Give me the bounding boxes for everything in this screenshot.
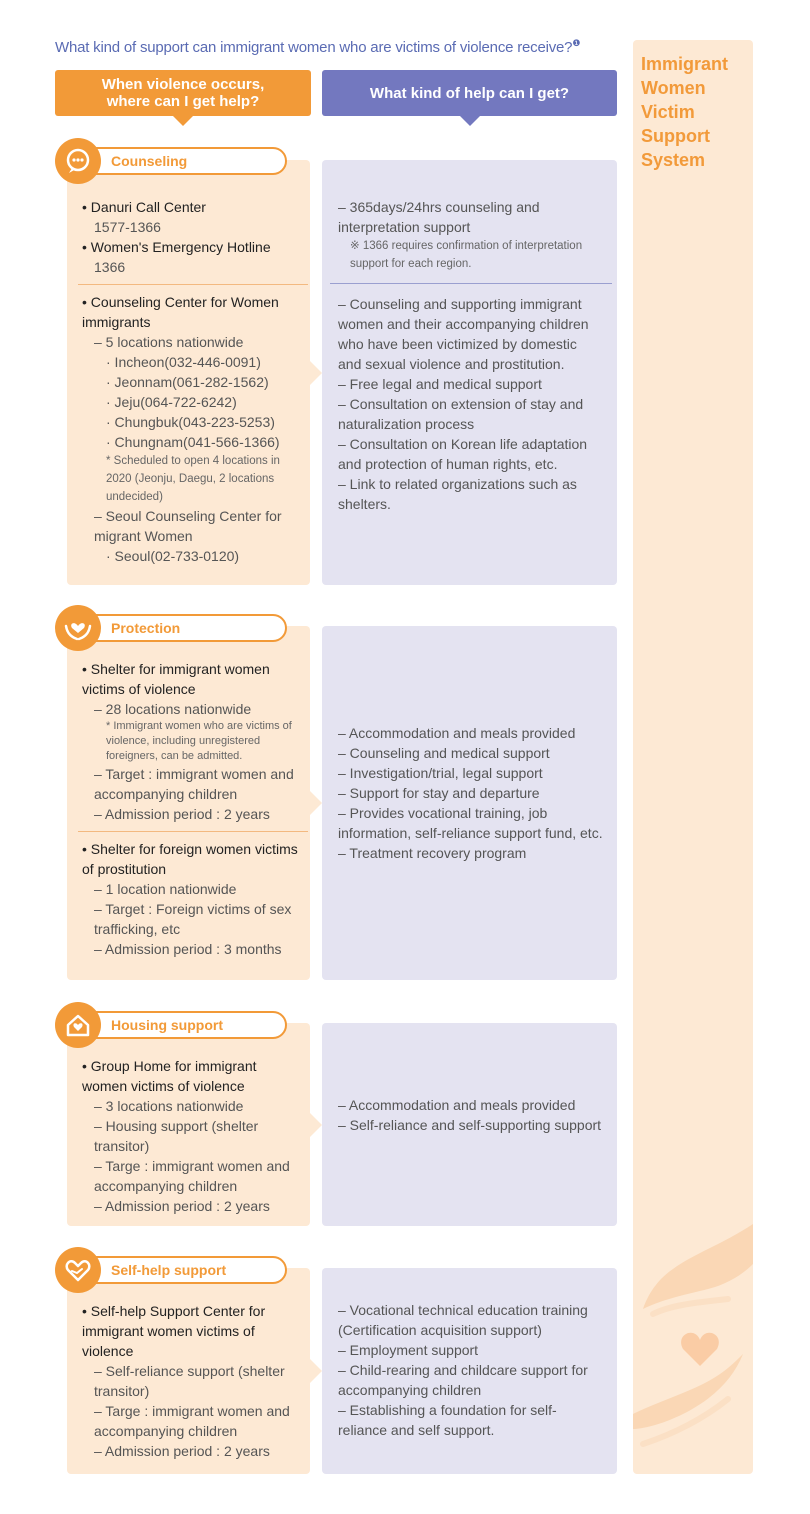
location-item: · Seoul(02-733-0120)	[106, 548, 240, 564]
phone-number: 1577-1366	[94, 219, 161, 235]
list-item: • Women's Emergency Hotline	[82, 239, 271, 255]
list-item: – Child-rearing and childcare support for accompanying children	[338, 1362, 588, 1398]
heart-hands-icon	[55, 605, 101, 651]
list-item: – Admission period : 2 years	[94, 1443, 270, 1459]
location-item: · Chungbuk(043-223-5253)	[106, 414, 275, 430]
category-label: Housing support	[77, 1011, 287, 1039]
list-item: • Group Home for immigrant women victims of violence	[82, 1058, 257, 1094]
list-item: – Accommodation and meals provided	[338, 725, 576, 741]
protection-right-content	[338, 723, 604, 863]
list-item: • Shelter for immigrant women victims of violence	[82, 661, 270, 697]
list-item: – Admission period : 2 years	[94, 1198, 270, 1214]
list-item: • Counseling Center for Women immigrants	[82, 294, 279, 330]
selfhelp-right-content	[338, 1300, 604, 1440]
list-item: – 1 location nationwide	[94, 881, 237, 897]
list-item: – Free legal and medical support	[338, 376, 542, 392]
list-item: – 365days/24hrs counseling and interpretation support	[338, 199, 540, 235]
list-item: • Danuri Call Center	[82, 199, 206, 215]
protection-left-content	[82, 659, 304, 959]
location-item: · Incheon(032-446-0091)	[106, 354, 261, 370]
list-item: – Treatment recovery program	[338, 845, 527, 861]
list-item: – Link to related organizations such as shelters.	[338, 476, 577, 512]
category-label: Counseling	[77, 147, 287, 175]
side-panel	[633, 40, 753, 1474]
divider	[78, 284, 308, 285]
list-item: – Admission period : 3 months	[94, 941, 282, 957]
list-item: – Self-reliance support (shelter transitor)	[94, 1363, 285, 1399]
location-item: · Chungnam(041-566-1366)	[106, 434, 280, 450]
list-item: – Seoul Counseling Center for migrant Women	[94, 508, 282, 544]
list-item: • Self-help Support Center for immigrant women victims of violence	[82, 1303, 266, 1359]
category-label: Protection	[77, 614, 287, 642]
list-item: – 28 locations nationwide	[94, 701, 252, 717]
list-item: – Provides vocational training, job information, self-reliance support fund, etc.	[338, 805, 603, 841]
divider	[78, 831, 308, 832]
divider	[330, 283, 612, 284]
heart-handshake-icon	[55, 1247, 101, 1293]
list-item: – 5 locations nationwide	[94, 334, 244, 350]
list-item: – Establishing a foundation for self-reliance and self support.	[338, 1402, 557, 1438]
list-item: – Counseling and medical support	[338, 745, 550, 761]
list-item: – Employment support	[338, 1342, 479, 1358]
list-item: – Vocational technical education training (Certification acquisition support)	[338, 1302, 588, 1338]
list-item: – Consultation on extension of stay and naturalization process	[338, 396, 584, 432]
selfhelp-left-content	[82, 1301, 304, 1461]
list-item: – Targe : immigrant women and accompanying children	[94, 1158, 290, 1194]
category-label: Self-help support	[77, 1256, 287, 1284]
list-item: – Targe : immigrant women and accompanying children	[94, 1403, 290, 1439]
right-column-header: What kind of help can I get?	[322, 70, 617, 116]
list-item: – Target : Foreign victims of sex trafficking, etc	[94, 901, 292, 937]
counseling-left-content	[82, 197, 304, 566]
footnote-marker: ❶	[572, 38, 581, 48]
housing-right-content	[338, 1095, 604, 1135]
phone-number: 1366	[94, 259, 126, 275]
footnote: ※ 1366 requires confirmation of interpretation support for each region.	[350, 240, 583, 270]
location-item: · Jeju(064-722-6242)	[106, 394, 237, 410]
list-item: – Self-reliance and self-supporting support	[338, 1117, 602, 1133]
list-item: – Accommodation and meals provided	[338, 1097, 576, 1113]
counseling-right-content	[338, 197, 604, 514]
list-item: – Consultation on Korean life adaptation and protection of human rights, etc.	[338, 436, 588, 472]
list-item: – Investigation/trial, legal support	[338, 765, 543, 781]
list-item: • Shelter for foreign women victims of prostitution	[82, 841, 298, 877]
housing-left-content	[82, 1056, 304, 1216]
footnote: * Immigrant women who are victims of violence, including unregistered foreigners, can be admitted.	[106, 720, 292, 762]
side-title: Immigrant Women Victim Support System	[641, 54, 729, 170]
footnote: * Scheduled to open 4 locations in 2020 (Jeonju, Daegu, 2 locations undecided)	[106, 455, 280, 503]
list-item: – Housing support (shelter transitor)	[94, 1118, 259, 1154]
list-item: – 3 locations nationwide	[94, 1098, 244, 1114]
location-item: · Jeonnam(061-282-1562)	[106, 374, 269, 390]
house-heart-icon	[55, 1002, 101, 1048]
chat-bubble-icon	[55, 138, 101, 184]
left-column-header: When violence occurs, where can I get help?	[55, 70, 311, 116]
page-question: What kind of support can immigrant women who are victims of violence receive?$^❶$	[55, 38, 581, 56]
list-item: – Target : immigrant women and accompanying children	[94, 766, 294, 802]
hands-heart-illustration	[633, 1214, 753, 1474]
list-item: – Support for stay and departure	[338, 785, 540, 801]
list-item: – Admission period : 2 years	[94, 806, 270, 822]
list-item: – Counseling and supporting immigrant women and their accompanying children who have been victimized by domestic and sexual violence and prostitution.	[338, 296, 589, 372]
